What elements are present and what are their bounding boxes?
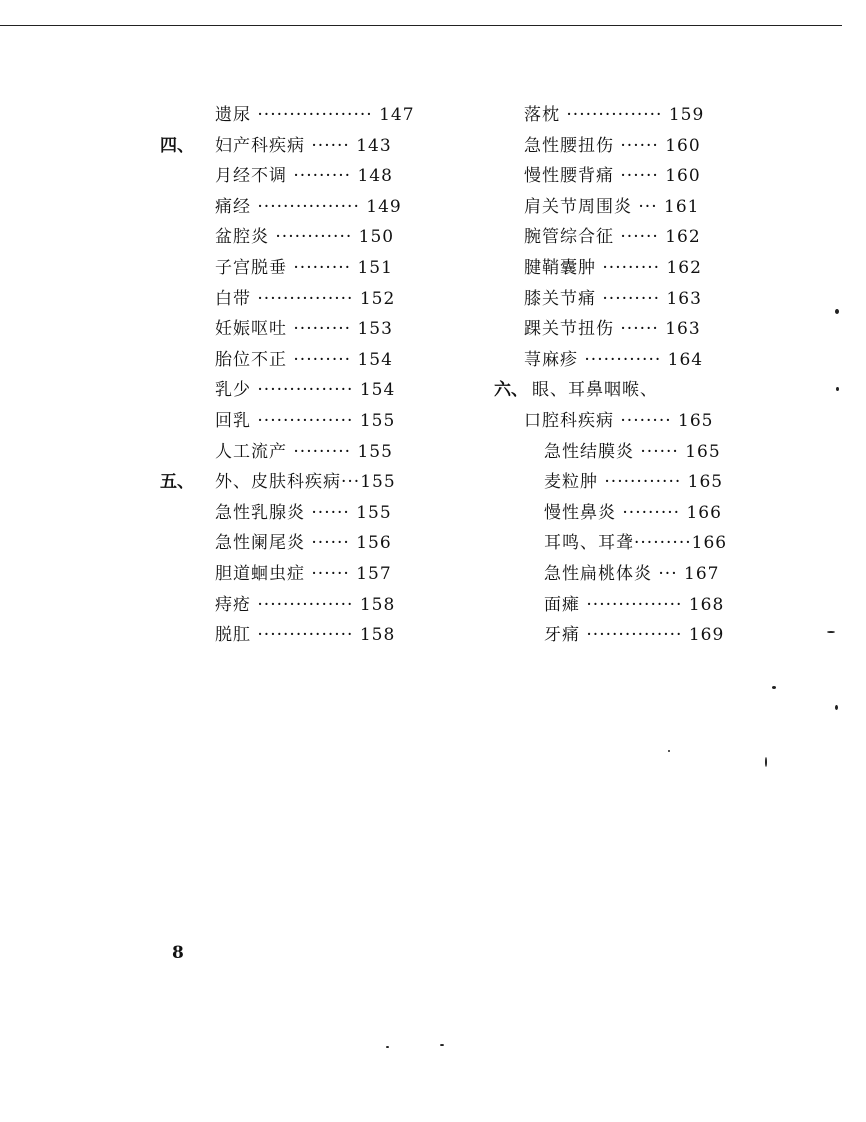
toc-entry-text: 外、皮肤科疾病···155: [215, 472, 396, 493]
toc-entry-text: 白带 ··············· 152: [215, 288, 396, 309]
toc-entry-text: 急性阑尾炎 ······ 156: [215, 533, 392, 554]
toc-entry-text: 慢性鼻炎 ········· 166: [544, 502, 722, 523]
toc-entry-text: 痔疮 ··············· 158: [215, 594, 396, 615]
scan-speck: [836, 387, 839, 391]
toc-entry-text: 急性结膜炎 ······ 165: [544, 441, 721, 462]
toc-entry-text: 荨麻疹 ············ 164: [524, 349, 704, 370]
section-number: 四、: [160, 135, 194, 156]
scan-speck: [386, 1046, 389, 1048]
toc-entry-text: 遗尿 ·················· 147: [215, 105, 415, 125]
toc-entry-text: 眼、耳鼻咽喉、: [532, 380, 658, 401]
toc-entry-text: 耳鸣、耳聋·········166: [544, 533, 728, 554]
toc-entry-text: 脱肛 ··············· 158: [215, 625, 396, 646]
top-rule: [0, 25, 842, 26]
toc-entry-text: 盆腔炎 ············ 150: [215, 227, 395, 248]
scan-speck: [440, 1044, 444, 1046]
toc-entry-text: 妇产科疾病 ······ 143: [215, 135, 392, 156]
section-number: 六、: [494, 380, 528, 401]
scan-speck: [765, 757, 767, 767]
toc-entry-text: 踝关节扭伤 ······ 163: [524, 319, 701, 340]
toc-entry-text: 牙痛 ··············· 169: [544, 625, 725, 646]
page-number: 8: [172, 943, 184, 963]
toc-entry-text: 乳少 ··············· 154: [215, 380, 396, 401]
toc-entry-text: 急性腰扭伤 ······ 160: [524, 135, 701, 156]
scan-speck: [835, 309, 839, 314]
toc-entry-text: 膝关节痛 ········· 163: [524, 288, 702, 309]
toc-entry-text: 人工流产 ········· 155: [215, 441, 393, 462]
toc-entry-text: 痛经 ················ 149: [215, 196, 402, 217]
toc-entry-text: 急性乳腺炎 ······ 155: [215, 502, 392, 523]
scan-speck: [827, 631, 835, 633]
scan-speck: [835, 705, 838, 710]
toc-entry-text: 子宫脱垂 ········· 151: [215, 257, 393, 278]
toc-entry-text: 胎位不正 ········· 154: [215, 349, 393, 370]
toc-entry-text: 月经不调 ········· 148: [215, 166, 393, 187]
toc-entry-text: 落枕 ··············· 159: [524, 105, 705, 125]
toc-entry-text: 慢性腰背痛 ······ 160: [524, 166, 701, 187]
toc-entry-text: 肩关节周围炎 ··· 161: [524, 196, 700, 217]
toc-entry-text: 麦粒肿 ············ 165: [544, 472, 724, 493]
toc-entry-text: 回乳 ··············· 155: [215, 410, 396, 431]
toc-entry-text: 口腔科疾病 ········ 165: [524, 410, 714, 431]
scan-speck: [772, 686, 776, 689]
section-number: 五、: [160, 472, 194, 493]
toc-entry-text: 妊娠呕吐 ········· 153: [215, 319, 393, 340]
toc-entry-text: 面瘫 ··············· 168: [544, 594, 725, 615]
toc-entry-text: 腱鞘囊肿 ········· 162: [524, 257, 702, 278]
toc-entry-text: 急性扁桃体炎 ··· 167: [544, 563, 720, 584]
toc-entry-text: 腕管综合征 ······ 162: [524, 227, 701, 248]
scan-speck: [668, 750, 670, 752]
toc-entry-text: 胆道蛔虫症 ······ 157: [215, 563, 392, 584]
